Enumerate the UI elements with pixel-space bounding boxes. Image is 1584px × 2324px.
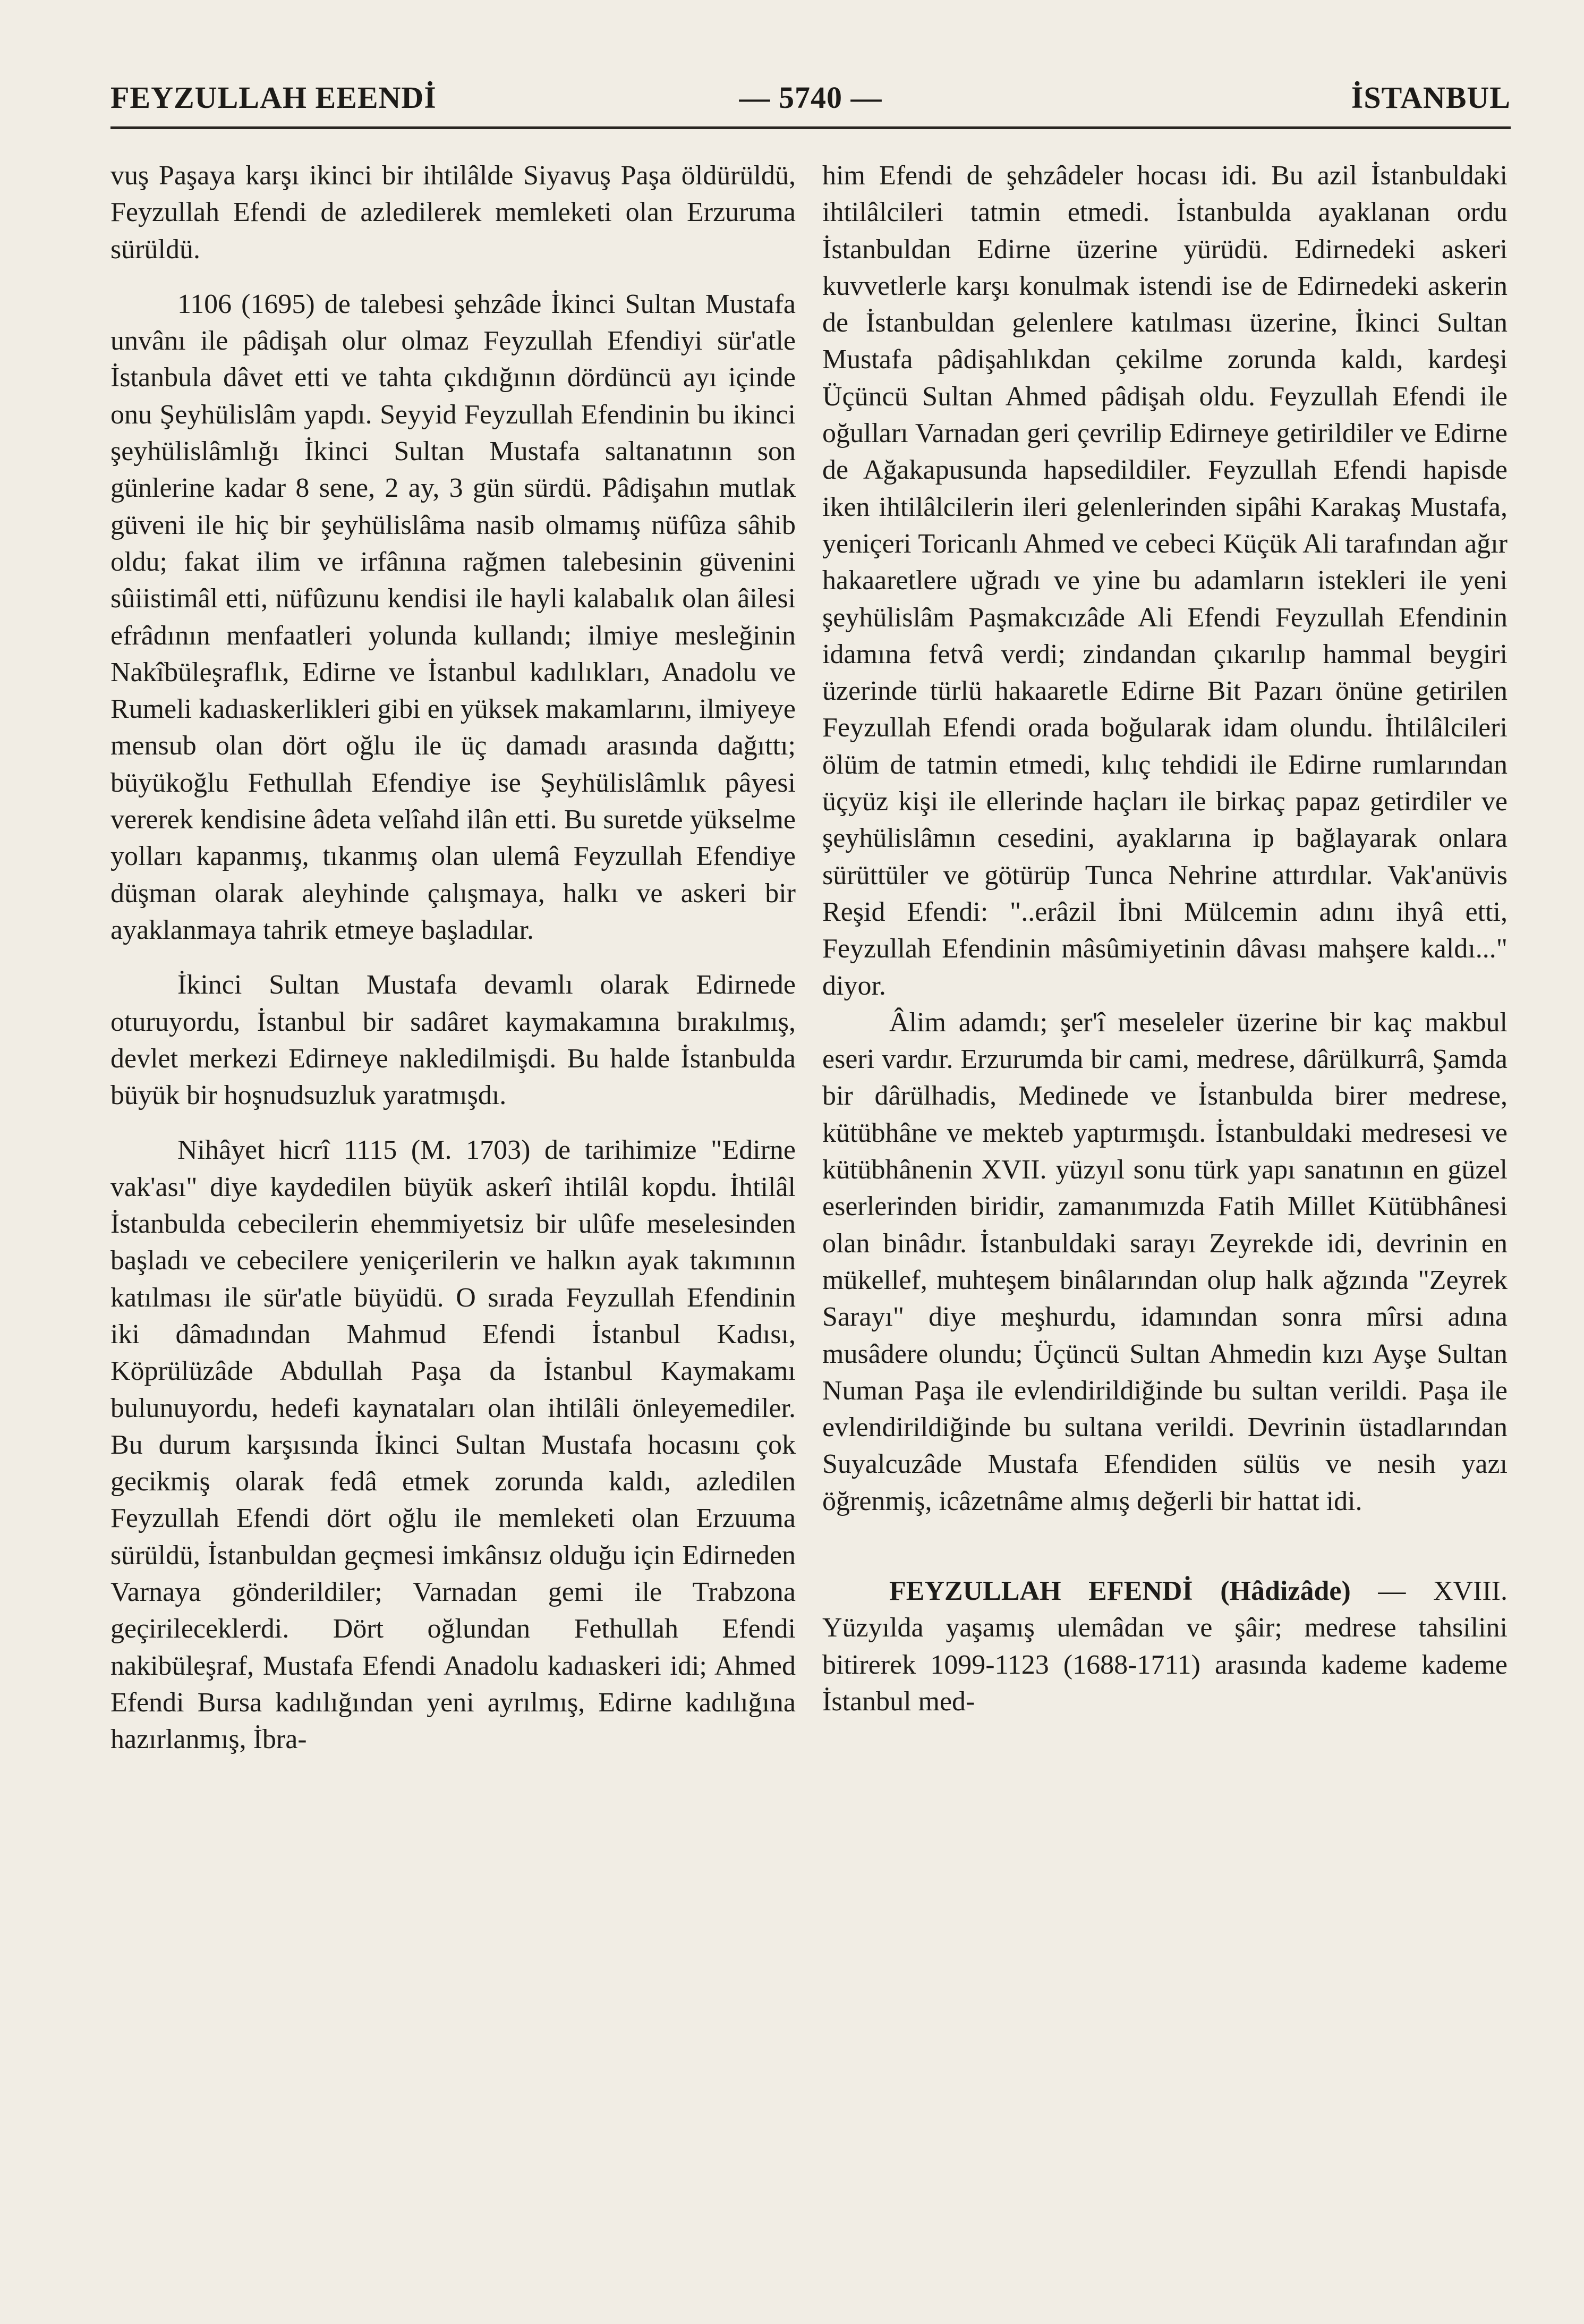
right-column [822,157,1508,1720]
paragraph: vuş Paşaya karşı ikinci bir ihtilâlde Siyavuş Paşa öldürüldü, Feyzullah Efendi de azledilerek memleketi olan Erzuruma sürüldü. [110,160,796,265]
page-number: — 5740 — [739,80,882,115]
entry-text: — XVIII. Yüzyılda yaşamış ulemâdan ve şâir; medrese tahsilini bitirerek 1099-1123 (1688-1711) arasında kademe kademe İstanbul med- [822,1575,1508,1717]
running-header [110,80,1511,122]
paragraph: Nihâyet hicrî 1115 (M. 1703) de tarihimize "Edirne vak'ası" diye kaydedilen büyük askerî ihtilâl kopdu. İhtilâl İstanbulda cebecilerin ehemmiyetsiz bir ulûfe meselesinden başladı ve cebecilere yeniçerilerin ve halkın ayak takımının katılması ile sür'atle büyüdü. O sırada Feyzullah Efendinin iki dâmadından Mahmud Efendi İstanbul Kadısı, Köprülüzâde Abdullah Paşa da İstanbul Kaymakamı bulunuyordu, hedefi kaynataları olan ihtilâli önleyemediler. Bu durum karşısında İkinci Sultan Mustafa hocasını çok gecikmiş olarak fedâ etmek zorunda kaldı, azledilen Feyzullah Efendi dört oğlu ile memleketi olan Erzuuma sürüldü, İstanbuldan geçmesi imkânsız olduğu için Edirneden Varnaya gönderildiler; Varnadan gemi ile Trabzona geçirileceklerdi. Dört oğlundan Fethullah Efendi nakibüleşraf, Mustafa Efendi Anadolu kadıaskeri idi; Ahmed Efendi Bursa kadılığından yeni ayrılmış, Edirne kadılığına hazırlanmış, İbra- [110,1135,796,1755]
left-column [110,157,796,1758]
paragraph: him Efendi de şehzâdeler hocası idi. Bu azil İstanbuldaki ihtilâlcileri tatmin etmedi. İstanbulda ayaklanan ordu İstanbuldan Edirne üzerine yürüdü. Edirnedeki askeri kuvvetlerle karşı konulmak istendi ise de Edirnedeki askerin de İstanbuldan gelenlere katılması üzerine, İkinci Sultan Mustafa pâdişahlıkdan çekilme zorunda kaldı, kardeşi Üçüncü Sultan Ahmed pâdişah oldu. Feyzullah Efendi ile oğulları Varnadan geri çevrilip Edirneye getirildiler ve Edirne de Ağakapusunda hapsedildiler. Feyzullah Efendi hapisde iken ihtilâlcilerin ileri gelenlerinden sipâhi Karakaş Mustafa, yeniçeri Toricanlı Ahmed ve cebeci Küçük Ali tarafından ağır hakaaretlere uğradı ve yine bu adamların istekleri ile yeni şeyhülislâm Paşmakcızâde Ali Efendi Feyzullah Efendinin idamına fetvâ verdi; zindandan çıkarılıp hammal beygiri üzerinde türlü hakaaretle Edirne Bit Pazarı önüne getirilen Feyzullah Efendi orada boğularak idam olundu. İhtilâlcileri ölüm de tatmin etmedi, kılıç tehdidi ile Edirne rumlarından üçyüz kişi ile ellerinde haçları ile birkaç papaz getirdiler ve şeyhülislâmın cesedini, ayaklarına ip bağlayarak onlara sürüttüler ve götürüp Tunca Nehrine attırdılar. Vak'anüvis Reşid Efendi: "..erâzil İbni Mülcemin adını ihyâ etti, Feyzullah Efendinin mâsûmiyetinin dâvası mahşere kaldı..." diyor. [822,160,1508,1001]
paragraph: Âlim adamdı; şer'î meseleler üzerine bir kaç makbul eseri vardır. Erzurumda bir cami, medrese, dârülkurrâ, Şamda bir dârülhadis, Medinede ve İstanbulda birer medrese, kütübhâne ve mekteb yaptırmışdı. İstanbuldaki medresesi ve kütübhânenin XVII. yüzyıl sonu türk yapı sanatının en güzel eserlerinden biridir, zamanımızda Fatih Millet Kütübhânesi olan binâdır. İstanbuldaki sarayı Zeyrekde idi, devrinin en mükellef, muhteşem binâlarından olup halk ağzında "Zeyrek Sarayı" diye meşhurdu, idamından sonra mîrsi adına musâdere olundu; Üçüncü Sultan Ahmedin kızı Ayşe Sultan Numan Paşa ile evlendirildiğinde bu sultan verildi. Paşa ile evlendirildiğinde bu sultana verildi. Devrinin üstadlarından Suyalcuzâde Mustafa Efendiden sülüs ve nesih yazı öğrenmiş, icâzetnâme almış değerli bir hattat idi. [822,1007,1508,1516]
entry-paragraph [822,1573,1508,1720]
header-section: İSTANBUL [1351,80,1511,115]
header-rule [110,126,1511,129]
paragraph: İkinci Sultan Mustafa devamlı olarak Edirnede oturuyordu, İstanbul bir sadâret kaymakamına bırakılmış, devlet merkezi Edirneye nakledilmişdi. Bu halde İstanbulda büyük bir hoşnudsuzluk yaratmışdı. [110,970,796,1111]
paragraph: 1106 (1695) de talebesi şehzâde İkinci Sultan Mustafa unvânı ile pâdişah olur olmaz Feyzullah Efendiyi sür'atle İstanbula dâvet etti ve tahta çıkdığının dördüncü ayı içinde onu Şeyhülislâm yapdı. Seyyid Feyzullah Efendinin bu ikinci şeyhülislâmlığı İkinci Sultan Mustafa saltanatının son günlerine kadar 8 sene, 2 ay, 3 gün sürdü. Pâdişahın mutlak güveni ile hiç bir şeyhülislâma nasib olmamış nüfûza sâhib oldu; fakat ilim ve irfânına rağmen talebesinin güvenini sûiistimâl etti, nüfûzunu kendisi ile hayli kalabalık olan âilesi efrâdının menfaatleri yolunda kullandı; ilmiye mesleğinin Nakîbüleşraflık, Edirne ve İstanbul kadılıkları, Anadolu ve Rumeli kadıaskerlikleri gibi en yüksek makamlarını, ilmiyeye mensub olan dört oğlu ile üç damadı arasında dağıttı; büyükoğlu Fethullah Efendiye ise Şeyhülislâmlık pâyesi vererek kendisine âdeta velîahd ilân etti. Bu suretde yükselme yolları kapanmış, tıkanmış olan ulemâ Feyzullah Efendiye düşman olarak aleyhinde çalışmaya, halkı ve askeri bir ayaklanmaya tahrik etmeye başladılar. [110,289,796,945]
header-entry-name: FEYZULLAH EEENDİ [110,80,437,115]
entry-heading: FEYZULLAH EFENDİ (Hâdizâde) [889,1575,1351,1606]
